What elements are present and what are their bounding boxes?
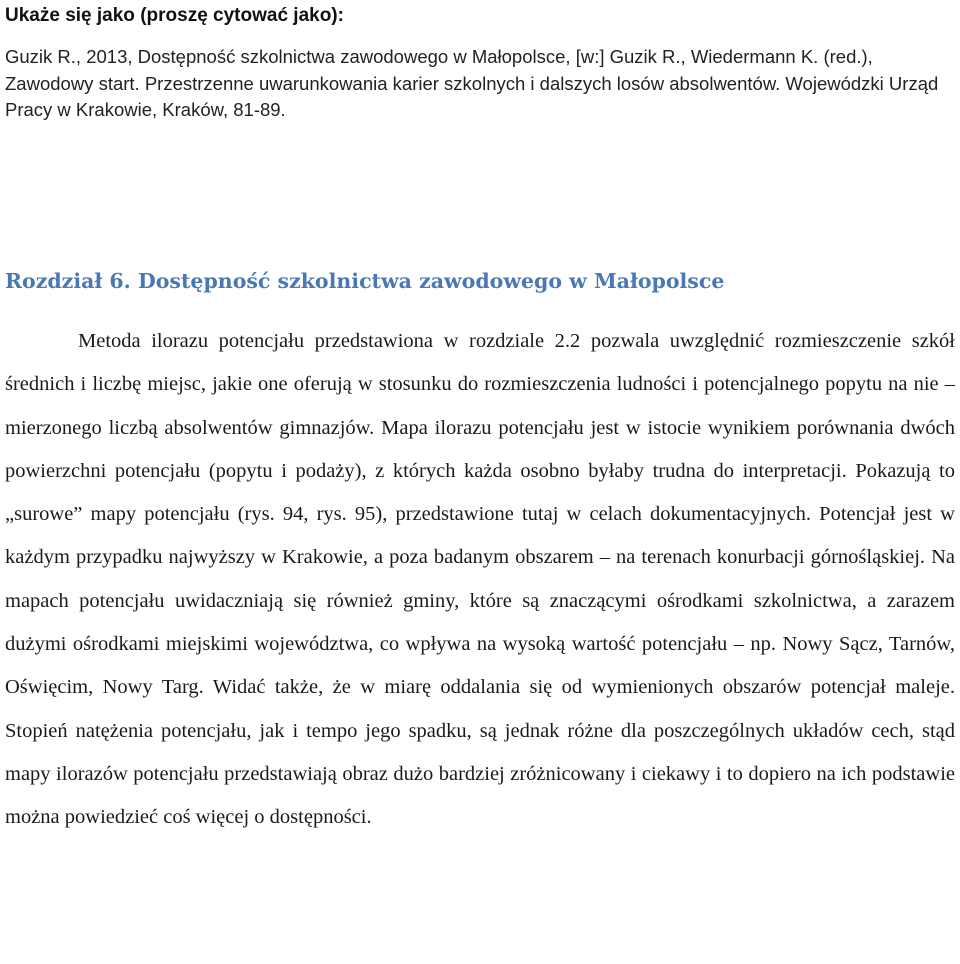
citation-reference: Guzik R., 2013, Dostępność szkolnictwa zawodowego w Małopolsce, [w:] Guzik R., Wiedermann K. (red.), Zawodowy start. Przestrzenne uwarunkowania karier szkolnych i dalszych losów absolwentów. Wojewódzki Urząd Pracy w Krakowie, Kraków, 81-89. [5,46,939,121]
chapter-title: Rozdział 6. Dostępność szkolnictwa zawodowego w Małopolsce [5,269,725,293]
citation-heading: Ukaże się jako (proszę cytować jako): [5,5,344,26]
body-paragraph: Metoda ilorazu potencjału przedstawiona w rozdziale 2.2 pozwala uwzględnić rozmieszczenie szkół średnich i liczbę miejsc, jakie one oferują w stosunku do rozmieszczenia ludności i potencjalnego popytu na nie – mierzonego liczbą absolwentów gimnazjów. Mapa ilorazu potencjału jest w istocie wynikiem porównania dwóch powierzchni potencjału (popytu i podaży), z których każda osobno byłaby trudna do interpretacji. Pokazują to „surowe” mapy potencjału (rys. 94, rys. 95), przedstawione tutaj w celach dokumentacyjnych. Potencjał jest w każdym przypadku najwyższy w Krakowie, a poza badanym obszarem – na terenach konurbacji górnośląskiej. Na mapach potencjału uwidaczniają się również gminy, które są znaczącymi ośrodkami szkolnictwa, a zarazem dużymi ośrodkami miejskimi województwa, co wpływa na wysoką wartość potencjału – np. Nowy Sącz, Tarnów, Oświęcim, Nowy Targ. Widać także, że w miarę oddalania się od wymienionych obszarów potencjał maleje. Stopień natężenia potencjału, jak i tempo jego spadku, są jednak różne dla poszczególnych układów cech, stąd mapy ilorazów potencjału przedstawiają obraz dużo bardziej zróżnicowany i ciekawy i to dopiero na ich podstawie można powiedzieć coś więcej o dostępności. [5,330,955,829]
